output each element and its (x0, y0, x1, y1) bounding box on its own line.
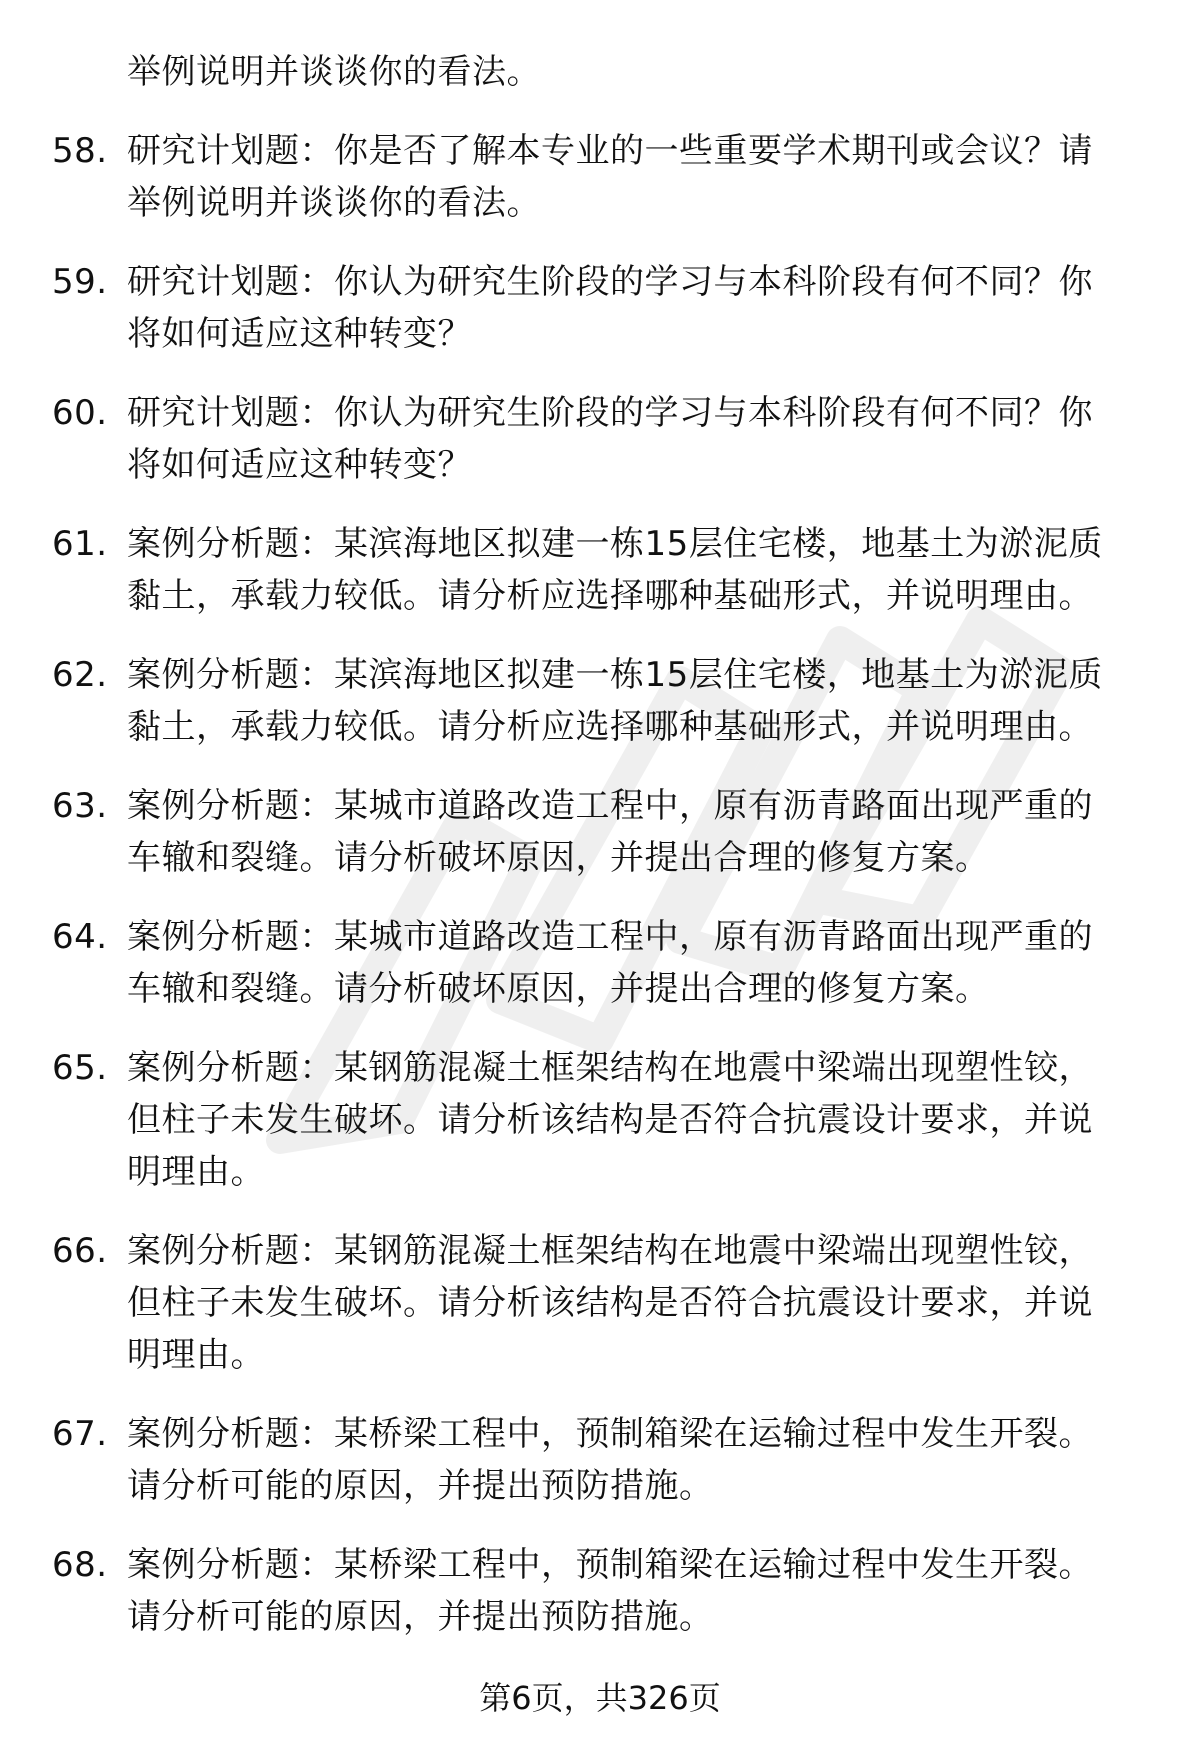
page-footer: 第6页，共326页 (479, 1679, 721, 1717)
item-number: 61. (52, 524, 108, 564)
continuation-text: 举例说明并谈谈你的看法。 (127, 52, 541, 92)
item-line: 车辙和裂缝。请分析破坏原因，并提出合理的修复方案。 (127, 969, 990, 1009)
list-item (52, 649, 1152, 753)
item-line: 案例分析题：某城市道路改造工程中，原有沥青路面出现严重的 (127, 917, 1093, 957)
list-item (52, 1539, 1152, 1643)
item-text (127, 256, 1152, 360)
item-line: 将如何适应这种转变？ (127, 445, 472, 485)
item-line: 案例分析题：某滨海地区拟建一栋15层住宅楼，地基土为淤泥质 (127, 524, 1103, 564)
item-text (127, 1408, 1152, 1512)
item-line: 案例分析题：某桥梁工程中，预制箱梁在运输过程中发生开裂。 (127, 1545, 1093, 1585)
item-line: 研究计划题：你认为研究生阶段的学习与本科阶段有何不同？你 (127, 262, 1093, 302)
list-item (52, 125, 1152, 229)
item-text (127, 649, 1152, 753)
item-line: 案例分析题：某桥梁工程中，预制箱梁在运输过程中发生开裂。 (127, 1414, 1093, 1454)
item-line: 黏土，承载力较低。请分析应选择哪种基础形式，并说明理由。 (127, 707, 1093, 747)
item-number: 65. (52, 1048, 108, 1088)
item-line: 研究计划题：你是否了解本专业的一些重要学术期刊或会议？请 (127, 131, 1093, 171)
item-text (127, 387, 1152, 491)
item-text (127, 125, 1152, 229)
list-item (52, 387, 1152, 491)
item-line: 案例分析题：某滨海地区拟建一栋15层住宅楼，地基土为淤泥质 (127, 655, 1103, 695)
item-number: 64. (52, 917, 108, 957)
item-line: 但柱子未发生破坏。请分析该结构是否符合抗震设计要求，并说 (127, 1100, 1093, 1140)
item-line: 请分析可能的原因，并提出预防措施。 (127, 1597, 714, 1637)
item-text (127, 1225, 1152, 1381)
item-text (127, 911, 1152, 1015)
list-item (52, 1042, 1152, 1198)
list-item (52, 1408, 1152, 1512)
item-line: 但柱子未发生破坏。请分析该结构是否符合抗震设计要求，并说 (127, 1283, 1093, 1323)
item-number: 67. (52, 1414, 108, 1454)
item-text (127, 1042, 1152, 1198)
item-line: 案例分析题：某钢筋混凝土框架结构在地震中梁端出现塑性铰， (127, 1048, 1093, 1088)
item-number: 59. (52, 262, 108, 302)
item-number: 62. (52, 655, 108, 695)
item-text (127, 518, 1152, 622)
item-line: 案例分析题：某钢筋混凝土框架结构在地震中梁端出现塑性铰， (127, 1231, 1093, 1271)
list-item (52, 911, 1152, 1015)
item-line: 明理由。 (127, 1335, 265, 1375)
question-list (52, 46, 1152, 1643)
list-item (52, 518, 1152, 622)
item-line: 明理由。 (127, 1152, 265, 1192)
item-number: 68. (52, 1545, 108, 1585)
item-line: 请分析可能的原因，并提出预防措施。 (127, 1466, 714, 1506)
item-line: 举例说明并谈谈你的看法。 (127, 183, 541, 223)
item-line: 研究计划题：你认为研究生阶段的学习与本科阶段有何不同？你 (127, 393, 1093, 433)
list-item (52, 256, 1152, 360)
item-line: 黏土，承载力较低。请分析应选择哪种基础形式，并说明理由。 (127, 576, 1093, 616)
list-item (52, 1225, 1152, 1381)
item-number: 58. (52, 131, 108, 171)
list-item (52, 780, 1152, 884)
item-number: 66. (52, 1231, 108, 1271)
item-text (127, 780, 1152, 884)
item-number: 63. (52, 786, 108, 826)
item-number: 60. (52, 393, 108, 433)
item-line: 案例分析题：某城市道路改造工程中，原有沥青路面出现严重的 (127, 786, 1093, 826)
item-line: 车辙和裂缝。请分析破坏原因，并提出合理的修复方案。 (127, 838, 990, 878)
item-line: 将如何适应这种转变？ (127, 314, 472, 354)
item-text (127, 1539, 1152, 1643)
